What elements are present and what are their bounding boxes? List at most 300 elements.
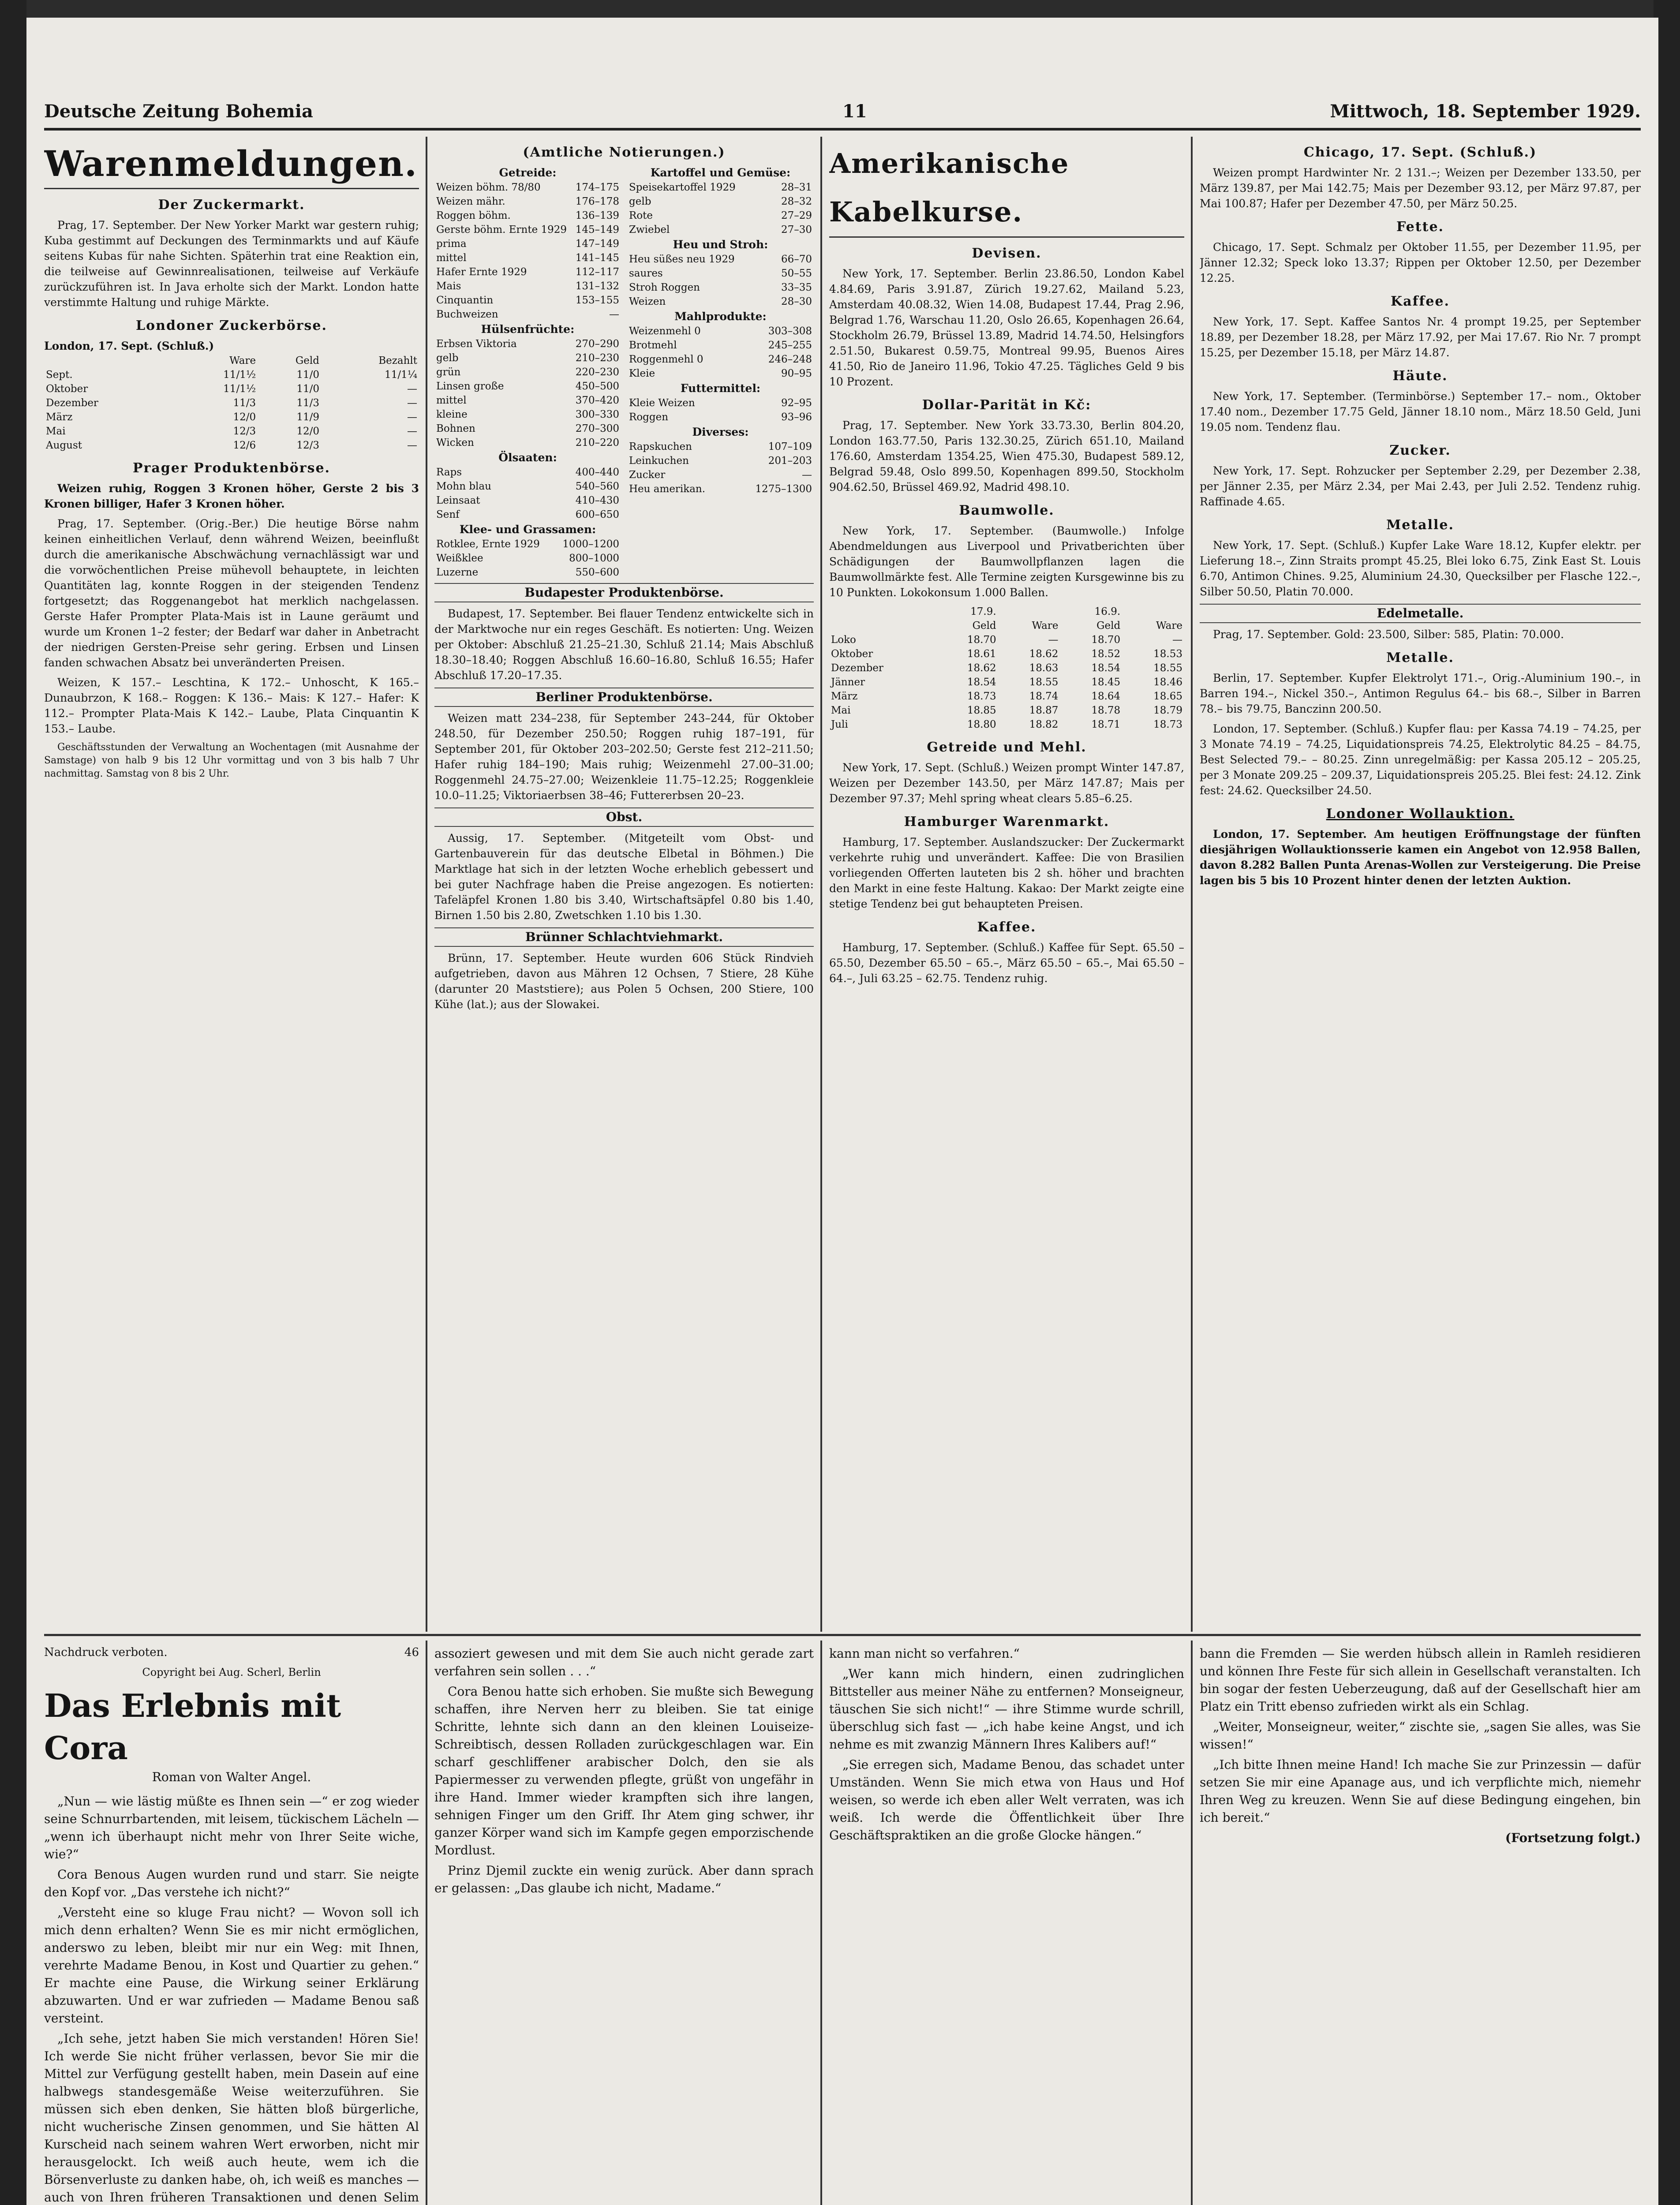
table-cell: 18.64 [1091, 691, 1121, 702]
table-row [434, 279, 621, 293]
table-cell: 18.70 [1091, 634, 1121, 646]
table-cell: Brotmehl [629, 340, 677, 351]
table-cell: Zucker [629, 469, 666, 481]
article-text: Weizen prompt Hardwinter Nr. 2 131.–; Weizen per Dezember 133.50, per März 139.87, per Mai 142.75; Mais per Dezember 93.12, per März 97.87, per Mai 100.87; Hafer per Dezember 47.50, per März 50.25. [1200, 166, 1641, 210]
table-cell: 410–430 [575, 495, 619, 506]
novel-byline: Roman von Walter Angel. [152, 1770, 311, 1784]
table-cell: 27–30 [781, 224, 812, 235]
installment-number: 46 [404, 1646, 419, 1659]
table-heading: Diverses: [692, 426, 749, 438]
subsection-title: (Amtliche Notierungen.) [523, 145, 726, 160]
table-cell: August [46, 440, 82, 451]
london-sugar-table [44, 354, 419, 452]
table-cell: Roggen böhm. [436, 210, 511, 221]
hay-table [627, 252, 814, 309]
column-notierungen [434, 137, 814, 1627]
table-row [627, 440, 814, 454]
table-row [627, 410, 814, 424]
table-cell: 550–600 [575, 567, 619, 578]
copyright-line: Copyright bei Aug. Scherl, Berlin [142, 1666, 321, 1678]
table-row [434, 337, 621, 351]
table-row [434, 351, 621, 365]
novel-text [44, 1793, 419, 2205]
novel-paragraph: assoziert gewesen und mit dem Sie auch nicht gerade zart verfahren sein sollen . . .“ [434, 1646, 814, 1678]
table-cell: — [407, 440, 417, 451]
table-row [829, 619, 1184, 633]
table-cell: Rapskuchen [629, 441, 692, 452]
quotation-col-left [434, 165, 621, 579]
novel-paragraph: Prinz Djemil zuckte ein wenig zurück. Aber dann sprach er gelassen: „Das glaube ich nicht, Madame.“ [434, 1863, 814, 1895]
table-cell: 210–230 [575, 352, 619, 364]
table-cell: 145–149 [575, 224, 619, 235]
table-cell: gelb [629, 196, 651, 207]
novel-paragraph: bann die Fremden — Sie werden hübsch allein in Ramleh residieren und können Ihre Feste für sich allein in Gesellschaft veranstalten. Ich bin sogar der festen Ueberzeugung, daß auf der Gesellschaft hier am Platz ein Tritt ebenso zufrieden wirkt als ein Schlag. [1200, 1646, 1641, 1714]
table-row [829, 661, 1184, 675]
article-text: Brünn, 17. September. Heute wurden 606 Stück Rindvieh aufgetrieben, davon aus Mähren 12 Ochsen, 7 Stiere, 28 Kühe (darunter 20 Maststiere); aus Polen 5 Ochsen, 200 Stiere, 100 Kühe (lat.); aus der Slowakei. [434, 952, 814, 1011]
table-cell: 17.9. [970, 606, 996, 617]
section-title: Warenmeldungen. [44, 139, 419, 189]
table-row [627, 223, 814, 237]
table-cell: 16.9. [1094, 606, 1121, 617]
table-row [829, 647, 1184, 661]
quotation-col-right [627, 165, 814, 579]
table-cell: Dezember [46, 397, 98, 409]
table-cell: 18.55 [1029, 676, 1059, 688]
article-text: New York, 17. Sept. Kaffee Santos Nr. 4 prompt 19.25, per September 18.89, per Dezember 18.28, per März 17.92, per Mai 17.67. Rio Nr. 7 prompt 15.25, per Dezember 15.18, per März 14.87. [1200, 315, 1641, 359]
novel-paragraph: „Sie erregen sich, Madame Benou, das schadet unter Umständen. Wenn Sie mich etwa von Haus und Hof weisen, so werde ich eben aller Welt verraten, was ich weiß. Ich werde die Öffentlichkeit über Ihre Geschäftspraktiken an die große Glocke hängen.“ [829, 1757, 1184, 1842]
subsection-title: Kaffee. [1391, 294, 1450, 309]
table-cell: saures [629, 268, 663, 279]
table-row [829, 633, 1184, 647]
table-cell: prima [436, 238, 467, 250]
table-cell: Oktober [46, 383, 88, 395]
table-cell: 18.45 [1091, 676, 1121, 688]
table-cell: 18.65 [1153, 691, 1182, 702]
table-header: Bezahlt [378, 355, 417, 366]
table-heading: Kartoffel und Gemüse: [650, 166, 791, 179]
table-cell: — [802, 469, 812, 481]
table-cell: 18.85 [967, 705, 996, 716]
table-cell: Oktober [831, 648, 873, 660]
table-row [434, 479, 621, 493]
table-cell: Geld [972, 620, 996, 632]
table-cell: Mohn blau [436, 481, 491, 492]
subsection-title: Chicago, 17. Sept. (Schluß.) [1303, 145, 1537, 160]
table-cell: 27–29 [781, 210, 812, 221]
table-cell: 18.79 [1153, 705, 1182, 716]
novel-meta [44, 1645, 419, 1660]
table-cell: Weizenmehl 0 [629, 325, 701, 337]
novel-paragraph: „Ich bitte Ihnen meine Hand! Ich mache Sie zur Prinzessin — dafür setzen Sie mir eine Apanage aus, und ich verpflichte mich, niemehr Ihren Weg zu kreuzen. Wenn Sie auf diese Bedingung eingehen, bin ich bereit.“ [1200, 1757, 1641, 1825]
table-row [434, 293, 621, 307]
article-text: Hamburg, 17. September. (Schluß.) Kaffee für Sept. 65.50 – 65.50, Dezember 65.50 – 65.–, März 65.50 – 65.–, Mai 65.50 – 64.–, Juli 63.25 – 62.75. Tendenz ruhig. [829, 941, 1184, 985]
page-number: 11 [842, 101, 867, 122]
table-row [44, 368, 419, 382]
table-cell: 18.61 [967, 648, 996, 660]
table-row [44, 438, 419, 452]
article-text: New York, 17. Sept. Rohzucker per September 2.29, per Dezember 2.38, per Jänner 2.35, per März 2.34, per Mai 2.43, per Juli 2.52. Tendenz ruhig. Raffinade 4.65. [1200, 464, 1641, 508]
novel-column-2 [434, 1645, 814, 2205]
table-cell: Jänner [831, 676, 865, 688]
table-cell: 270–290 [575, 338, 619, 350]
article-text: Budapest, 17. September. Bei flauer Tendenz entwickelte sich in der Marktwoche nur ein reges Geschäft. Es notierten: Ung. Weizen per Oktober: Abschluß 21.25–21.30, Schluß 21.14; Mais Abschluß 18.30–18.40; Roggen Abschluß 16.60–16.80, Schluß 16.55; Hafer Abschluß 17.20–17.35. [434, 607, 814, 682]
table-cell: — [407, 397, 417, 409]
table-cell: 107–109 [768, 441, 812, 452]
table-row [627, 324, 814, 338]
table-cell: 18.71 [1091, 719, 1121, 730]
quotation-tables [434, 165, 814, 579]
table-cell: 12/3 [233, 426, 256, 437]
article-text: Hamburg, 17. September. Auslandszucker: Der Zuckermarkt verkehrte ruhig und unverändert. Kaffee: Die von Brasilien vorliegenden Offerten lauteten bis 2 sh. höher und brachten den Markt in eine feste Haltung. Kakao: Der Markt zeigte eine stetige Tendenz bei gut behaupteten Preisen. [829, 836, 1184, 910]
table-row [829, 675, 1184, 689]
legume-table [434, 337, 621, 450]
table-row [627, 180, 814, 194]
grain-table [434, 180, 621, 321]
table-cell: 245–255 [768, 340, 812, 351]
column-rule [1191, 1641, 1193, 2205]
table-cell: 28–32 [781, 196, 812, 207]
article-text: Berlin, 17. September. Kupfer Elektrolyt 171.–, Orig.-Aluminium 190.–, in Barren 194.–, Nickel 350.–, Antimon Regulus 64.– bis 68.–, Silber in Barren 78.– bis 79.75, Banczinn 200.50. [1200, 672, 1641, 715]
table-cell: 270–300 [575, 423, 619, 434]
table-cell: 18.82 [1029, 719, 1059, 730]
table-heading: Futtermittel: [680, 382, 761, 395]
oilseed-table [434, 465, 621, 522]
subsection-title: Der Zuckermarkt. [158, 197, 305, 213]
table-cell: Senf [436, 509, 460, 520]
table-row [434, 365, 621, 379]
table-cell: mittel [436, 252, 467, 264]
table-cell: 33–35 [781, 282, 812, 293]
article-text: New York, 17. September. (Baumwolle.) Infolge Abendmeldungen aus Liverpool und Privatberichten über Schädigungen der Baumwollpflanzen lagen die Baumwollmärkte fest. Alle Termine zeigten Kursgewinne bis zu 10 Punkten. Lokokonsum 1.000 Ballen. [829, 524, 1184, 599]
subsection-title: Prager Produktenbörse. [132, 460, 331, 476]
table-row [434, 237, 621, 251]
masthead-left: Deutsche Zeitung Bohemia [44, 101, 313, 122]
article-text: Aussig, 17. September. (Mitgeteilt vom Obst- und Gartenbauverein für das deutsche Elbetal in Böhmen.) Die Marktlage hat sich in der letzten Woche erheblich gebessert und bei guter Nachfrage haben die Preise angezogen. Es notierten: Tafeläpfel Kronen 1.80 bis 3.40, Wirtschaftsäpfel 0.80 bis 1.40, Birnen 1.50 bis 2.80, Zwetschken 1.10 bis 1.30. [434, 832, 814, 922]
table-cell: Luzerne [436, 567, 479, 578]
table-cell: März [831, 691, 858, 702]
table-row [434, 209, 621, 223]
table-cell: 176–178 [575, 196, 619, 207]
table-cell: 131–132 [575, 280, 619, 292]
novel-column-3 [829, 1645, 1184, 2205]
table-header: Geld [295, 355, 319, 366]
table-row [627, 338, 814, 352]
table-cell: Geld [1096, 620, 1121, 632]
novel-paragraph: „Wer kann mich hindern, einen zudringlichen Bittsteller aus meiner Nähe zu entfernen? Monseigneur, täuschen Sie sich nicht!“ — ihre Stimme wurde schrill, überschlug sich fast — „ich habe keine Angst, und ich nehme es mit zwanzig Männern Ihres Kalibers auf!“ [829, 1667, 1184, 1752]
subsection-title: Budapester Produktenbörse. [434, 583, 814, 602]
table-cell: 18.70 [967, 634, 996, 646]
table-cell: Kleie Weizen [629, 397, 695, 409]
novel-paragraph: „Weiter, Monseigneur, weiter,“ zischte sie, „sagen Sie alles, was Sie wissen!“ [1200, 1719, 1641, 1752]
table-cell: 90–95 [781, 368, 812, 379]
flour-table [627, 324, 814, 381]
table-row [434, 180, 621, 194]
table-row [627, 396, 814, 410]
clover-table [434, 537, 621, 579]
table-cell: 400–440 [575, 467, 619, 478]
table-cell [829, 605, 936, 619]
table-row [829, 718, 1184, 732]
table-cell: Mais [436, 280, 461, 292]
table-cell: Rotklee, Ernte 1929 [436, 538, 540, 550]
table-cell: 136–139 [575, 210, 619, 221]
column-rule [820, 1641, 822, 2205]
article-text: Prag, 17. September. New York 33.73.30, Berlin 804.20, London 163.77.50, Paris 132.30.25, Zürich 651.10, Mailand 176.60, Amsterdam 1354.25, Wien 475.30, Budapest 589.12, Belgrad 59.48, Oslo 899.50, Kopenhagen 899.50, Stockholm 904.62.50, Brüssel 469.92, Madrid 498.10. [829, 419, 1184, 493]
article-text: New York, 17. September. Berlin 23.86.50, London Kabel 4.84.69, Paris 3.91.87, Zürich 19.27.62, Mailand 5.23, Amsterdam 40.08.32, Wien 14.08, Budapest 17.44, Prag 2.96, Belgrad 1.76, Warschau 11.20, Oslo 26.65, Kopenhagen 26.64, Stockholm 26.79, Brüssel 13.89, Madrid 14.74.50, Helsingfors 2.51.50, Bukarest 0.59.75, Montreal 99.95, Buenos Aires 41.50, Rio de Janeiro 11.96, Tokio 47.25. Tägliches Geld 9 bis 10 Prozent. [829, 267, 1184, 388]
table-cell: 18.78 [1091, 705, 1121, 716]
reprint-notice: Nachdruck verboten. [44, 1646, 168, 1659]
table-cell: grün [436, 366, 461, 378]
table-row [434, 223, 621, 237]
table-cell: Dezember [831, 662, 883, 674]
table-row [434, 465, 621, 479]
table-cell: — [407, 426, 417, 437]
table-row [44, 382, 419, 396]
table-row [434, 265, 621, 279]
table-row [627, 252, 814, 266]
scan-edge-left [0, 0, 26, 2205]
table-heading: Ölsaaten: [498, 451, 557, 464]
table-cell: 93–96 [781, 411, 812, 423]
table-cell: 153–155 [575, 295, 619, 306]
table-cell: Bohnen [436, 423, 475, 434]
column-rule [1191, 137, 1193, 1632]
table-row [434, 251, 621, 265]
table-row [627, 295, 814, 309]
table-cell: 12/6 [233, 440, 256, 451]
table-cell: mittel [436, 395, 467, 406]
table-cell: Mai [831, 705, 851, 716]
novel-paragraph: Cora Benous Augen wurden rund und starr. Sie neigte den Kopf vor. „Das verstehe ich nicht?“ [44, 1867, 419, 1899]
table-cell: — [407, 411, 417, 423]
column-rule [426, 1641, 427, 2205]
table-cell: 12/0 [233, 411, 256, 423]
table-cell: 28–31 [781, 182, 812, 193]
subsection-title: Brünner Schlachtviehmarkt. [434, 927, 814, 947]
table-cell: 11/3 [233, 397, 256, 409]
table-row [434, 194, 621, 209]
table-cell: Buchweizen [436, 309, 498, 320]
column-warenmeldungen [44, 137, 419, 1627]
table-cell: 174–175 [575, 182, 619, 193]
table-cell: Heu süßes neu 1929 [629, 254, 735, 265]
subsection-title: Zucker. [1389, 443, 1451, 458]
table-cell: 18.46 [1153, 676, 1182, 688]
feed-table [627, 396, 814, 424]
potato-table [627, 180, 814, 237]
subsection-title: Baumwolle. [959, 503, 1055, 518]
section-title: Amerikanische Kabelkurse. [829, 139, 1184, 238]
article-text: New York, 17. Sept. (Schluß.) Weizen prompt Winter 147.87, Weizen per Dezember 143.50, per März 147.87; Mais per Dezember 97.37; Mehl spring wheat clears 5.85–6.25. [829, 761, 1184, 805]
page-header [44, 88, 1641, 131]
table-cell: 12/3 [296, 440, 319, 451]
table-row [434, 422, 621, 436]
table-cell: Heu amerikan. [629, 483, 706, 495]
table-row [44, 410, 419, 424]
subsection-title: Getreide und Mehl. [927, 740, 1087, 755]
article-text: New York, 17. Sept. (Schluß.) Kupfer Lake Ware 18.12, Kupfer elektr. per Lieferung 18.–, Zinn Straits prompt 45.25, Blei loko 6.75, Zink East St. Louis 6.70, Antimon Chines. 9.25, Aluminium 24.30, Quecksilber per Flasche 122.–, Silber 50.50, Platin 70.000. [1200, 539, 1641, 598]
table-cell: Leinkuchen [629, 455, 689, 467]
table-cell: — [407, 383, 417, 395]
table-row [627, 366, 814, 381]
table-cell: Loko [831, 634, 856, 646]
table-cell: 18.73 [967, 691, 996, 702]
table-cell: 112–117 [575, 266, 619, 278]
column-kabelkurse [829, 137, 1184, 1627]
table-cell: Weißklee [436, 553, 483, 564]
subsection-title: Obst. [434, 807, 814, 827]
table-cell: 1000–1200 [562, 538, 619, 550]
table-cell: Wicken [436, 437, 474, 448]
table-row [434, 537, 621, 551]
subsection-title: Metalle. [1386, 517, 1454, 533]
article-text: Prag, 17. September. (Orig.-Ber.) Die heutige Börse nahm keinen einheitlichen Verlauf, denn während Weizen, beeinflußt durch die amerikanische Abschwächung vernachlässigt war und die vorwöchentlichen Preise mühevoll behauptete, in leichten Quantitäten lag, konnte Roggen in der steigenden Tendenz fortgesetzt; das Roggenangebot hat merklich nachgelassen. Gerste Hafer Prompter Plata-Mais ist in Laune geräumt und wurde um Kronen 1–2 fester; der Bedarf war daher in Anbetracht der niedrigen Gersten-Preise sehr gering. Erbsen und Linsen fanden schwachen Absatz bei unveränderten Preisen. [44, 517, 419, 669]
masthead-date: Mittwoch, 18. September 1929. [1330, 101, 1641, 122]
table-cell: Weizen mähr. [436, 196, 505, 207]
table-header [44, 354, 174, 368]
table-cell: Weizen [629, 296, 666, 307]
table-cell: Cinquantin [436, 295, 494, 306]
subsection-title: Hamburger Warenmarkt. [904, 814, 1110, 830]
table-cell: 11/1½ [223, 383, 256, 395]
table-row [434, 493, 621, 508]
table-cell: Roggen [629, 411, 669, 423]
table-cell: März [46, 411, 73, 423]
table-cell: Mai [46, 426, 66, 437]
novel-title: Das Erlebnis mit Cora [44, 1687, 341, 1767]
table-cell: Rote [629, 210, 653, 221]
table-row [627, 454, 814, 468]
table-cell: Hafer Ernte 1929 [436, 266, 527, 278]
table-cell: 18.54 [967, 676, 996, 688]
table-row [627, 194, 814, 209]
table-cell: 11/1¼ [385, 369, 417, 381]
subsection-title: Dollar-Parität in Kč: [922, 397, 1092, 413]
table-row [434, 436, 621, 450]
table-cell: 303–308 [768, 325, 812, 337]
novel-paragraph: Cora Benou hatte sich erhoben. Sie mußte sich Bewegung schaffen, ihre Nerven herr zu bleiben. Sie tat einige Schritte, lehnte sich dann an den kleinen Louiseize-Schreibtisch, dessen Rolladen zurückgeschlagen war. Ein scharf geschliffener arabischer Dolch, den sie als Papiermesser zu verwenden pflegte, grüßt von ungefähr in ihre Hand. Immer wieder krampften sich ihre langen, sehnigen Finger um den Griff. Ihr Atem ging schwer, ihr ganzer Körper wand sich im Kampfe gegen emporzischende Mordlust. [434, 1684, 814, 1857]
table-row [627, 209, 814, 223]
column-rule [426, 137, 427, 1632]
table-cell: 540–560 [575, 481, 619, 492]
table-cell: 201–203 [768, 455, 812, 467]
table-cell: gelb [436, 352, 459, 364]
table-row [829, 689, 1184, 703]
table-cell: Weizen böhm. 78/80 [436, 182, 541, 193]
table-cell: 11/3 [296, 397, 319, 409]
table-cell: 18.55 [1153, 662, 1182, 674]
table-cell: Roggenmehl 0 [629, 354, 703, 365]
table-heading: Heu und Stroh: [673, 238, 768, 251]
table-row [627, 266, 814, 280]
newspaper-page [26, 18, 1658, 2205]
novel-paragraph: kann man nicht so verfahren.“ [829, 1646, 1020, 1661]
table-cell: 800–1000 [569, 553, 619, 564]
table-cell: 66–70 [781, 254, 812, 265]
table-cell: 220–230 [575, 366, 619, 378]
table-cell: 28–30 [781, 296, 812, 307]
table-cell: 246–248 [768, 354, 812, 365]
table-cell: Leinsaat [436, 495, 480, 506]
novel-column-4 [1200, 1645, 1641, 2205]
novel-paragraph: „Versteht eine so kluge Frau nicht? — Wovon soll ich mich denn erhalten? Wenn Sie es mir nicht ermöglichen, anderswo zu leben, bleibt mir nur ein Weg: mit Ihnen, verehrte Madame Benou, in Kost und Quartier zu gehen.“ Er machte eine Pause, die Wirkung seiner Erklärung abzuwarten. Und er war zufrieden — Madame Benou saß versteint. [44, 1905, 419, 2026]
article-text: London, 17. September. Am heutigen Eröffnungstage der fünften diesjährigen Wollauktionsserie kamen ein Angebot von 12.958 Ballen, davon 8.282 Ballen Punta Arenas-Wollen zur Versteigerung. Die Preise lagen bis 5 bis 10 Prozent hinter denen der letzten Auktion. [1200, 828, 1641, 887]
table-cell: 147–149 [575, 238, 619, 250]
table-heading: Hülsenfrüchte: [481, 323, 575, 336]
table-row [434, 508, 621, 522]
novel-paragraph: „Ich sehe, jetzt haben Sie mich verstanden! Hören Sie! Ich werde Sie nicht früher verlassen, bevor Sie mir die Mittel zur Verfügung gestellt haben, mein Dasein auf eine halbwegs standesgemäße Weise weiterzuführen. Sie müssen sich eben denken, Sie hätten bloß bürgerliche, nicht wucherische Zinsen genommen, und Sie hätten Al Kurscheid nach seinem wahren Wert erworben, nicht mir herausgelockt. Ich weiß auch heute, wem ich die Börsenverluste zu danken habe, oh, ich weiß es manches — auch von Ihren früheren Transaktionen und denen Selim [44, 2031, 419, 2205]
table-cell: 18.53 [1153, 648, 1182, 660]
table-cell: 210–220 [575, 437, 619, 448]
table-cell: Zwiebel [629, 224, 670, 235]
novel-column-1 [44, 1645, 419, 2205]
table-cell: 12/0 [296, 426, 319, 437]
table-cell: Stroh Roggen [629, 282, 700, 293]
table-cell: — [1172, 634, 1182, 646]
table-cell [829, 619, 936, 633]
continued-note: (Fortsetzung folgt.) [1505, 1831, 1641, 1845]
subsection-title: Londoner Zuckerbörse. [136, 318, 327, 333]
subsection-title: Edelmetalle. [1200, 604, 1641, 623]
table-cell: — [609, 309, 619, 320]
table-row [829, 605, 1184, 619]
table-cell: 300–330 [575, 409, 619, 420]
column-boersen [1200, 137, 1641, 1627]
subsection-title: Häute. [1392, 368, 1448, 384]
table-cell: Speisekartoffel 1929 [629, 182, 736, 193]
table-cell: 450–500 [575, 381, 619, 392]
table-row [627, 280, 814, 295]
table-cell: 1275–1300 [755, 483, 812, 495]
article-text: Prag, 17. September. Der New Yorker Markt war gestern ruhig; Kuba gestimmt auf Deckungen des Terminmarkts und auf Käufe seitens Kubas für nahe Sichten. Späterhin trat eine Reaktion ein, die teilweise auf Gewinnrealisationen, teilweise auf Verkäufe zurückzuführen ist. In Java erholte sich der Markt. London hatte verstimmte Haltung und ruhige Märkte. [44, 219, 419, 309]
table-cell: 18.80 [967, 719, 996, 730]
misc-table [627, 440, 814, 496]
table-cell: Linsen große [436, 381, 504, 392]
table-row [434, 393, 621, 407]
novel-paragraph: „Nun — wie lästig müßte es Ihnen sein —“ er zog wieder seine Schnurrbartenden, mit leisem, tückischem Lächeln — „wenn ich überhaupt nicht mehr von Ihrer Seite wiche, wie?“ [44, 1794, 419, 1861]
article-text: Prag, 17. September. Gold: 23.500, Silber: 585, Platin: 70.000. [1213, 628, 1564, 641]
table-cell: 11/0 [296, 369, 319, 381]
table-cell: 92–95 [781, 397, 812, 409]
table-cell: Gerste böhm. Ernte 1929 [436, 224, 567, 235]
table-row [434, 307, 621, 321]
article-text: London, 17. September. (Schluß.) Kupfer flau: per Kassa 74.19 – 74.25, per 3 Monate 74.19 – 74.25, Liquidationspreis 74.25, Elektrolytic 84.25 – 84.75, Best Selected 79.– – 80.25. Zinn unregelmäßig: per Kassa 205.12 – 205.25, per 3 Monate 209.25 – 209.37, Liquidationspreis 205.25. Blei fest: 24.12. Zink fest: 24.62. Quecksilber 24.50. [1200, 722, 1641, 797]
section-rule [44, 1634, 1641, 1636]
article-text: Weizen matt 234–238, für September 243–244, für Oktober 248.50, für Dezember 250.50; Roggen ruhig 187–191, für September 201, für Oktober 203–202.50; Gerste fest 212–211.50; Hafer ruhig 184–190; Mais ruhig; Weizenmehl 27.00–31.00; Roggenmehl 24.75–27.00; Weizenkleie 11.75–12.25; Roggenkleie 10.0–11.25; Viktoriaerbsen 38–46; Futtererbsen 20–23. [434, 712, 814, 802]
table-cell: 18.54 [1091, 662, 1121, 674]
dateline: London, 17. Sept. (Schluß.) [44, 340, 214, 352]
table-cell: Kleie [629, 368, 655, 379]
table-heading: Getreide: [499, 166, 557, 179]
table-cell: 18.87 [1029, 705, 1059, 716]
table-cell: 11/9 [296, 411, 319, 423]
table-cell [998, 605, 1060, 619]
table-row [627, 352, 814, 366]
table-row [627, 482, 814, 496]
table-row [434, 551, 621, 565]
table-cell: Sept. [46, 369, 73, 381]
table-cell: 11/1½ [223, 369, 256, 381]
table-cell: 370–420 [575, 395, 619, 406]
article-lead: Weizen ruhig, Roggen 3 Kronen höher, Gerste 2 bis 3 Kronen billiger, Hafer 3 Kronen höher. [44, 482, 419, 510]
table-cell: 18.62 [967, 662, 996, 674]
article-text: Chicago, 17. Sept. Schmalz per Oktober 11.55, per Dezember 11.95, per Jänner 12.32; Speck loko 13.37; Rippen per Oktober 12.50, per Dezember 12.25. [1200, 241, 1641, 284]
subsection-title: Kaffee. [977, 919, 1036, 935]
table-cell: Ware [1156, 620, 1182, 632]
table-row [44, 396, 419, 410]
table-cell: kleine [436, 409, 468, 420]
article-text: Weizen, K 157.– Leschtina, K 172.– Unhoscht, K 165.– Dunaubrzon, K 168.– Roggen: K 136.– Mais: K 127.– Hafer: K 112.– Prompter Plata-Mais K 142.– Laube, Plata Cinquantin K 153.– Laube. [44, 676, 419, 735]
